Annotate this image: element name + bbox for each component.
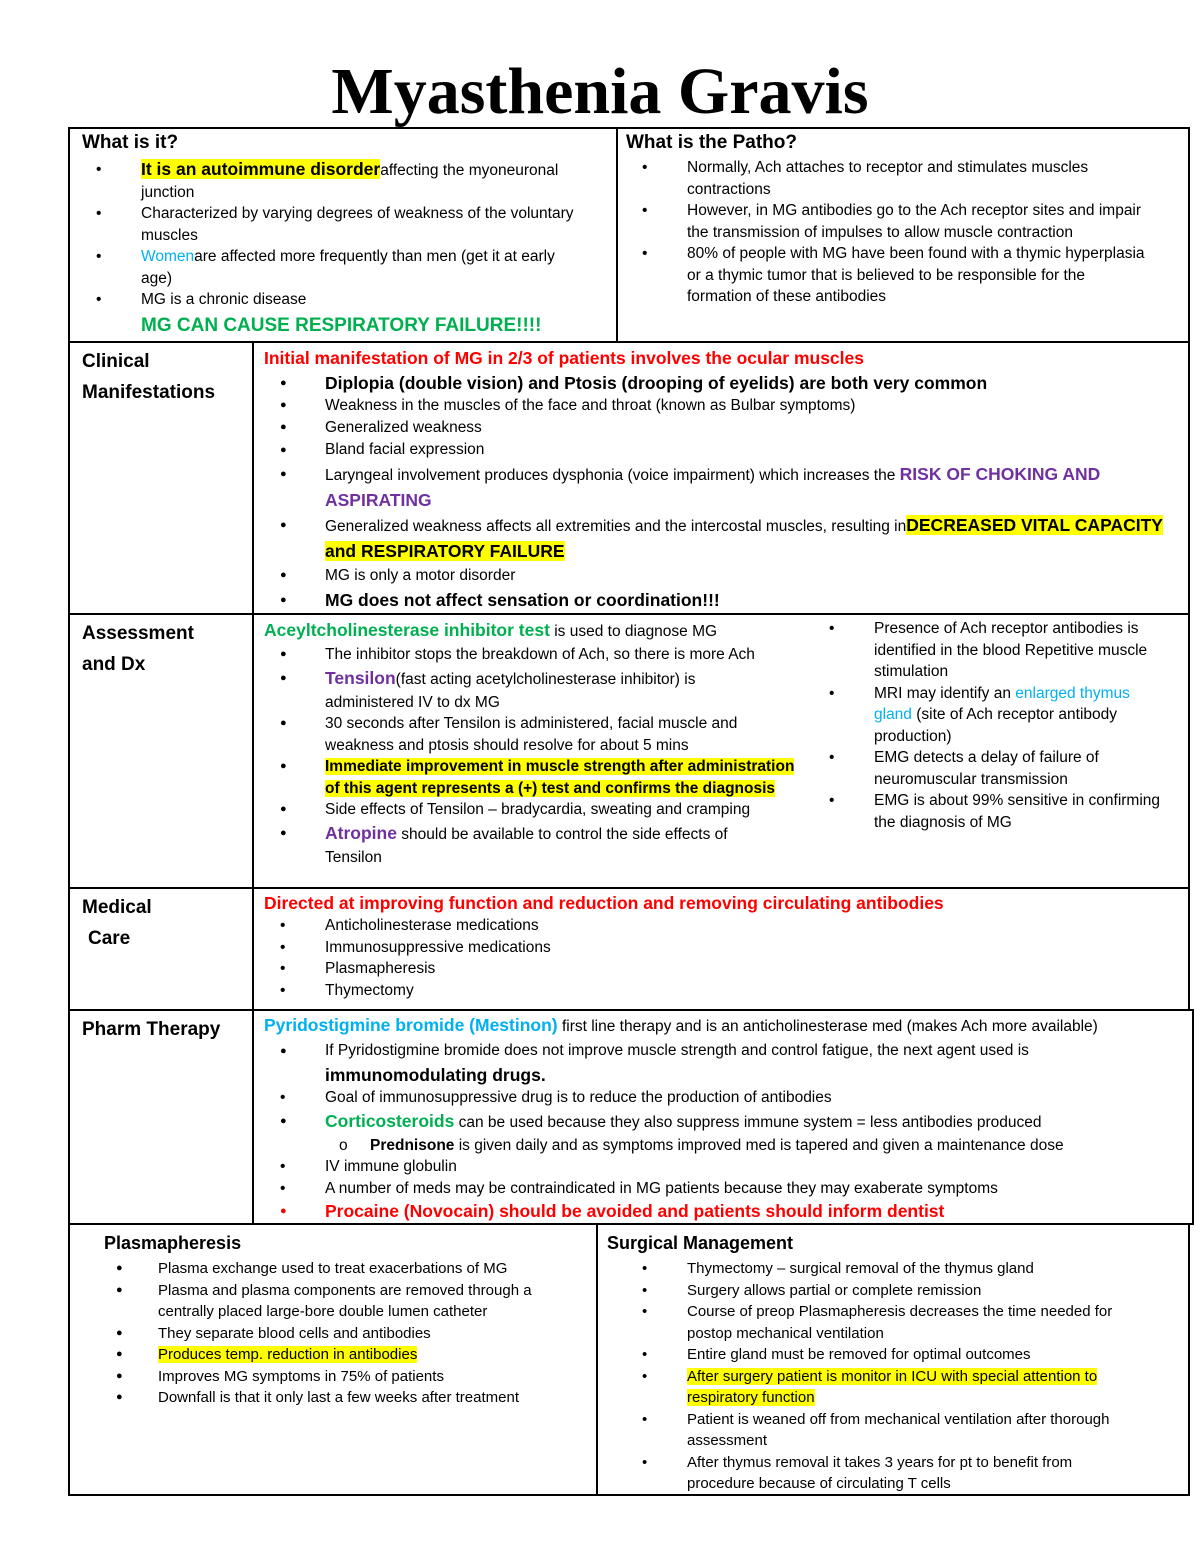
- list-item: ● Immediate improvement in muscle strength after administration: [254, 756, 794, 778]
- list-item-cont: gland (site of Ach receptor antibody: [874, 706, 1117, 723]
- surgical-list: [616, 1258, 1112, 1495]
- list-item: • However, in MG antibodies go to the Ach receptor sites and impair: [616, 200, 1145, 222]
- list-item: • A number of meds may be contraindicated in MG patients because they may exaberate symptoms: [254, 1178, 1098, 1200]
- list-item: ● Diplopia (double vision) and Ptosis (drooping of eyelids) are both very common: [254, 371, 1163, 395]
- list-item: • 80% of people with MG have been found with a thymic hyperplasia: [616, 243, 1145, 265]
- assessment-right-list: [803, 618, 1160, 833]
- list-item: ● Procaine (Novocain) should be avoided and patients should inform dentist: [254, 1199, 1098, 1224]
- list-item-cont: junction: [141, 183, 195, 201]
- list-item-cont: and RESPIRATORY FAILURE: [325, 541, 565, 561]
- list-item: ● Laryngeal involvement produces dysphonia (voice impairment) which increases the RISK OF CHOKING AND: [254, 462, 1163, 488]
- list-item: ● Plasma and plasma components are removed through a: [90, 1280, 532, 1302]
- list-item: ● Weakness in the muscles of the face and throat (known as Bulbar symptoms): [254, 395, 1163, 417]
- list-item-cont: centrally placed large-bore double lumen catheter: [158, 1303, 488, 1320]
- list-item: ● If Pyridostigmine bromide does not improve muscle strength and control fatigue, the next agent used is: [254, 1039, 1098, 1063]
- list-item-cont: assessment: [687, 1432, 768, 1449]
- list-item: • Normally, Ach attaches to receptor and stimulates muscles: [616, 157, 1145, 179]
- list-item-cont: or a thymic tumor that is believed to be responsible for the: [687, 266, 1086, 284]
- list-item: ● Atropine should be available to control the side effects of: [254, 821, 794, 847]
- list-item: • Plasmapheresis: [254, 958, 944, 980]
- list-item-cont: production): [874, 727, 952, 745]
- list-item: ● The inhibitor stops the breakdown of Ach, so there is more Ach: [254, 644, 794, 666]
- list-sub-item: o Prednisone is given daily and as symptoms improved med is tapered and given a maintenance dose: [254, 1135, 1098, 1157]
- list-item: • Thymectomy – surgical removal of the thymus gland: [616, 1258, 1112, 1280]
- clinical-heading: Clinical Manifestations: [82, 351, 216, 403]
- list-item: • Presence of Ach receptor antibodies is: [803, 618, 1160, 640]
- clinical-intro: Initial manifestation of MG in 2/3 of patients involves the ocular muscles: [264, 348, 864, 368]
- patho-list: [616, 157, 1145, 308]
- medical-heading: Medical Care: [82, 897, 152, 949]
- clinical-bullets: [254, 371, 1163, 613]
- list-item-cont: of this agent represents a (+) test and confirms the diagnosis: [325, 779, 776, 797]
- list-item: ● Generalized weakness: [254, 417, 1163, 439]
- list-item-cont: procedure because of circulating T cells: [687, 1475, 951, 1492]
- list-item: • After surgery patient is monitor in ICU with special attention to: [616, 1366, 1112, 1388]
- list-item: ● Improves MG symptoms in 75% of patients: [90, 1366, 532, 1388]
- pharm-intro: Pyridostigmine bromide (Mestinon) first line therapy and is an anticholinesterase med (makes Ach more available): [264, 1015, 1098, 1035]
- page-title: Myasthenia Gravis: [331, 55, 869, 128]
- assessment-left-list: [254, 618, 794, 868]
- clinical-list: [264, 346, 864, 370]
- medical-intro: Directed at improving function and reduction and removing circulating antibodies: [264, 893, 944, 913]
- list-item-cont: stimulation: [874, 663, 949, 680]
- list-item-cont: muscles: [141, 226, 198, 244]
- list-item: • Thymectomy: [254, 980, 944, 1002]
- pharm-list: [254, 1013, 1098, 1224]
- medical-list: [254, 891, 944, 1001]
- list-item: • Anticholinesterase medications: [254, 915, 944, 937]
- list-item: ● MG is only a motor disorder: [254, 565, 1163, 587]
- list-item: • Womenare affected more frequently than men (get it at early: [70, 246, 574, 268]
- list-item-cont: identified in the blood Repetitive muscle: [874, 641, 1148, 659]
- plasmapheresis-heading: Plasmapheresis: [104, 1233, 242, 1253]
- plasmapheresis-list: [90, 1258, 532, 1409]
- list-item-cont: Tensilon: [325, 848, 382, 866]
- list-item: ● Generalized weakness affects all extremities and the intercostal muscles, resulting inDECREASED VITAL CAPACITY: [254, 513, 1163, 539]
- list-item: • MG is a chronic disease: [70, 289, 574, 311]
- list-item: • IV immune globulin: [254, 1156, 1098, 1178]
- list-item: ● Downfall is that it only last a few weeks after treatment: [90, 1387, 532, 1409]
- list-item: • Goal of immunosuppressive drug is to reduce the production of antibodies: [254, 1087, 1098, 1109]
- list-item-cont: neuromuscular transmission: [874, 770, 1068, 788]
- list-item: ● Plasma exchange used to treat exacerbations of MG: [90, 1258, 532, 1280]
- what-is-it-list: [70, 159, 574, 341]
- list-item-cont: contractions: [687, 180, 771, 198]
- list-item: ● They separate blood cells and antibodies: [90, 1323, 532, 1345]
- assessment-intro: Aceyltcholinesterase inhibitor test is used to diagnose MG: [264, 620, 718, 640]
- what-is-it-heading: What is it?: [82, 132, 179, 153]
- patho-heading: What is the Patho?: [626, 132, 797, 153]
- list-item-cont: age): [141, 269, 173, 287]
- list-item: • Immunosuppressive medications: [254, 937, 944, 959]
- list-item: • Surgery allows partial or complete remission: [616, 1280, 1112, 1302]
- list-item: ● Side effects of Tensilon – bradycardia, sweating and cramping: [254, 799, 794, 821]
- list-item-cont: the transmission of impulses to allow muscle contraction: [687, 223, 1073, 241]
- list-item: • It is an autoimmune disorderaffecting the myoneuronal: [70, 159, 574, 182]
- list-item: ● Corticosteroids can be used because they also suppress immune system = less antibodies produced: [254, 1109, 1098, 1135]
- list-item-cont: immunomodulating drugs.: [325, 1065, 546, 1085]
- list-item-cont: ASPIRATING: [325, 490, 432, 510]
- list-item: • After thymus removal it takes 3 years for pt to benefit from: [616, 1452, 1112, 1474]
- pharm-heading: Pharm Therapy: [82, 1019, 221, 1040]
- list-item: • Characterized by varying degrees of weakness of the voluntary: [70, 203, 574, 225]
- list-item: • EMG detects a delay of failure of: [803, 747, 1160, 769]
- list-item-cont: the diagnosis of MG: [874, 813, 1012, 831]
- list-item: • Course of preop Plasmapheresis decreases the time needed for: [616, 1301, 1112, 1323]
- list-item: ● 30 seconds after Tensilon is administered, facial muscle and: [254, 713, 794, 735]
- list-item-cont: formation of these antibodies: [687, 288, 887, 305]
- list-item-cont: respiratory function: [687, 1389, 815, 1406]
- list-item-cont: administered IV to dx MG: [325, 693, 500, 711]
- list-item: • EMG is about 99% sensitive in confirming: [803, 790, 1160, 812]
- list-item: ● MG does not affect sensation or coordination!!!: [254, 587, 1163, 613]
- assessment-heading: Assessment and Dx: [82, 623, 194, 675]
- list-item: ● Tensilon(fast acting acetylcholinesterase inhibitor) is: [254, 666, 794, 692]
- list-item-cont: weakness and ptosis should resolve for about 5 mins: [325, 736, 689, 754]
- list-item: • Entire gland must be removed for optimal outcomes: [616, 1344, 1112, 1366]
- respiratory-failure-callout: MG CAN CAUSE RESPIRATORY FAILURE!!!!: [141, 314, 542, 336]
- list-item: ● Produces temp. reduction in antibodies: [90, 1344, 532, 1366]
- list-item-cont: postop mechanical ventilation: [687, 1324, 884, 1342]
- list-item: • Patient is weaned off from mechanical ventilation after thorough: [616, 1409, 1112, 1431]
- list-item: • MRI may identify an enlarged thymus: [803, 683, 1160, 705]
- list-item: ● Bland facial expression: [254, 438, 1163, 462]
- surgical-heading: Surgical Management: [607, 1233, 794, 1253]
